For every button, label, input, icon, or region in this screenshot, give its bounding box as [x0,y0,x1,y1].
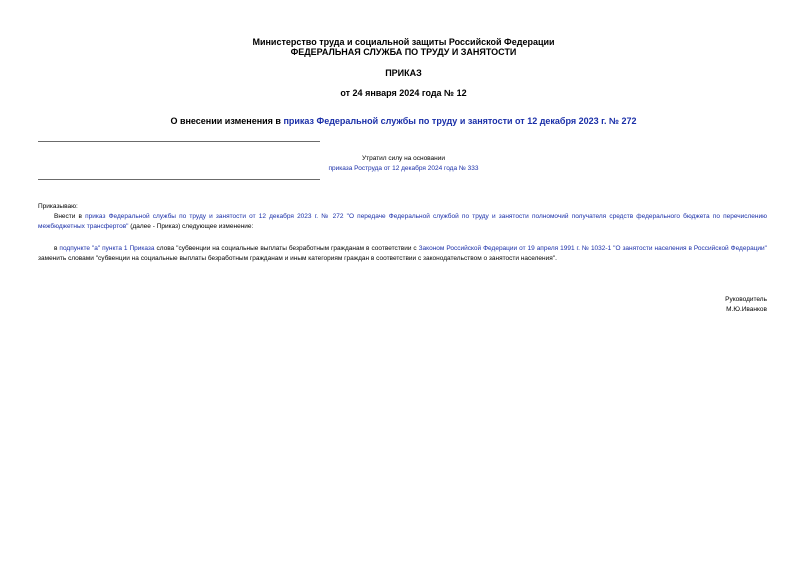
repeal-order-link[interactable]: приказа Роструда от 12 декабря 2024 года № 333 [328,165,479,172]
paragraph-1 [38,212,767,232]
note-link-line [0,163,807,174]
note-bottom-rule [38,179,320,180]
title-prefix: О внесении изменения в [170,116,284,126]
p2-prefix: в [54,245,60,252]
order-word: Приказываю: [38,203,78,210]
p2-suffix: заменить словами "субвенции на социальные выплаты безработным гражданам и иным категориям граждан в соответствии с законодательством о занятости населения". [38,255,557,262]
ministry-name: Министерство труда и социальной защиты Российской Федерации [252,37,555,47]
note-top-rule [38,141,320,142]
p2-subclause-link[interactable]: подпункте "а" пункта 1 Приказа [59,245,155,252]
p2-mid: слова "субвенции на социальные выплаты безработным гражданам в соответствии с [154,245,419,252]
note-line: Утратил силу на основании [361,155,446,162]
document-title [0,116,807,127]
date-number: от 24 января 2024 года № 12 [340,88,467,98]
doc-type: ПРИКАЗ [385,68,422,78]
signature-position: Руководитель [725,296,767,303]
signature-name: М.Ю.Иванков [726,306,767,313]
paragraph-2 [38,244,767,264]
p2-law-link[interactable]: Законом Российской Федерации от 19 апреля 1991 г. № 1032-1 "О занятости населения в Российской Федерации" [418,245,767,252]
p1-prefix: Внести в [54,213,86,220]
title-amended-order-link[interactable]: приказ Федеральной службы по труду и занятости от 12 декабря 2023 г. № 272 [283,116,637,126]
p1-suffix: (далее - Приказ) следующее изменение: [128,223,254,230]
service-name: ФЕДЕРАЛЬНАЯ СЛУЖБА ПО ТРУДУ И ЗАНЯТОСТИ [290,47,517,57]
p1-order-link[interactable]: приказ Федеральной службы по труду и занятости от 12 декабря 2023 г. № 272 "О передаче Федеральной службой по труду и занятости полномочий получателя средств федерального бюджета по перечислению межбюджетных трансфертов" [38,213,767,230]
